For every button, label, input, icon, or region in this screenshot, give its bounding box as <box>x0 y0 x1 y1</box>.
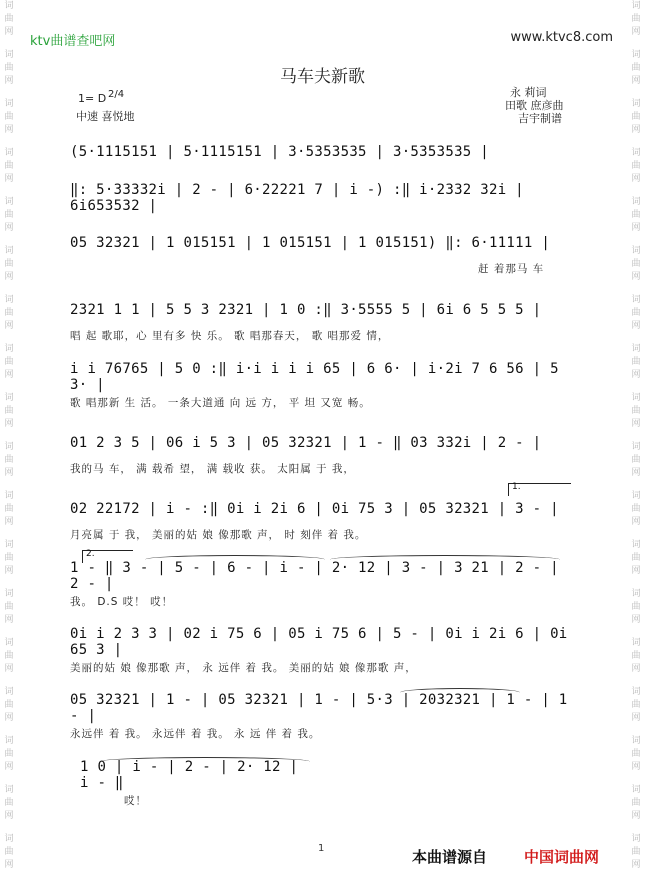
watermark-char: 曲 <box>631 357 641 367</box>
lyric-line: 我。 D.S 哎！ 哎！ <box>70 596 174 608</box>
left-watermark <box>2 0 16 882</box>
watermark-char: 网 <box>631 517 641 527</box>
watermark-char: 曲 <box>631 749 641 759</box>
volta-second-ending <box>82 550 133 563</box>
watermark-char: 网 <box>4 811 14 821</box>
source-site-link[interactable]: 中国词曲网 <box>524 848 600 866</box>
watermark-char: 词 <box>4 442 14 452</box>
score-row <box>80 759 310 807</box>
watermark-char: 词 <box>4 50 14 60</box>
notation-line: (5·1115151 | 5·1115151 | 3·5353535 | 3·5353535 | <box>70 144 489 160</box>
watermark-char: 词 <box>631 442 641 452</box>
site-url-right[interactable]: www.ktvc8.com <box>510 30 613 45</box>
time-signature: 2/4 <box>108 89 125 100</box>
score-row <box>70 433 576 475</box>
watermark-char: 曲 <box>4 749 14 759</box>
watermark-char: 词 <box>4 197 14 207</box>
watermark-char: 网 <box>631 370 641 380</box>
watermark-char: 词 <box>631 491 641 501</box>
watermark-char: 词 <box>4 295 14 305</box>
lyric-line: 歌 唱那新 生 活。 一条大道通 向 远 方， 平 坦 又宽 畅。 <box>70 397 371 409</box>
watermark-char: 词 <box>631 246 641 256</box>
watermark-char: 词 <box>4 687 14 697</box>
watermark-char: 词 <box>631 295 641 305</box>
watermark-char: 曲 <box>631 651 641 661</box>
watermark-char: 词 <box>4 344 14 354</box>
watermark-char: 曲 <box>4 504 14 514</box>
watermark-char: 词 <box>4 638 14 648</box>
score-row <box>70 560 576 608</box>
watermark-char: 曲 <box>4 308 14 318</box>
watermark-char: 曲 <box>631 455 641 465</box>
key-signature: 1= D <box>78 92 107 105</box>
watermark-char: 曲 <box>631 259 641 269</box>
tempo-marking: 中速 喜悦地 <box>76 110 135 123</box>
watermark-char: 词 <box>631 834 641 844</box>
score-row <box>70 182 576 218</box>
song-title: 马车夫新歌 <box>280 67 365 87</box>
watermark-char: 网 <box>631 272 641 282</box>
watermark-char: 词 <box>631 540 641 550</box>
watermark-char: 词 <box>4 785 14 795</box>
watermark-char: 曲 <box>631 161 641 171</box>
right-watermark <box>629 0 643 882</box>
watermark-char: 词 <box>631 99 641 109</box>
watermark-char: 词 <box>4 148 14 158</box>
score-row <box>70 626 576 674</box>
watermark-char: 网 <box>631 468 641 478</box>
watermark-char: 曲 <box>4 651 14 661</box>
watermark-char: 曲 <box>4 14 14 24</box>
phrase-slur <box>145 555 325 564</box>
volta-first-label: 1. <box>512 482 521 492</box>
watermark-char: 曲 <box>4 602 14 612</box>
watermark-char: 网 <box>631 664 641 674</box>
watermark-char: 词 <box>4 246 14 256</box>
phrase-slur <box>100 757 310 766</box>
score-row <box>70 300 576 342</box>
watermark-char: 词 <box>631 736 641 746</box>
notation-line: 2321 1 1 | 5 5 3 2321 | 1 0 :‖ 3·5555 5 | 6i 6 5 5 5 | <box>70 302 542 318</box>
notation-line: 1 0 | i - | 2 - | 2· 12 | i - ‖ <box>80 759 299 791</box>
watermark-char: 网 <box>631 223 641 233</box>
watermark-char: 曲 <box>631 308 641 318</box>
watermark-char: 网 <box>4 517 14 527</box>
notation-line: 05 32321 | 1 - | 05 32321 | 1 - | 5·3 | 2032321 | 1 - | 1 - | <box>70 692 568 724</box>
lyric-line: 唱 起 歌耶，心 里有多 快 乐。 歌 唱那春天， 歌 唱那爱 情， <box>70 330 390 342</box>
watermark-char: 词 <box>631 148 641 158</box>
watermark-char: 曲 <box>631 210 641 220</box>
watermark-char: 曲 <box>4 553 14 563</box>
notation-line: 02 22172 | i - :‖ 0i i 2i 6 | 0i 75 3 | 05 32321 | 3 - | <box>70 501 559 517</box>
watermark-char: 网 <box>4 713 14 723</box>
watermark-char: 网 <box>631 419 641 429</box>
volta-second-label: 2. <box>86 549 95 559</box>
watermark-char: 网 <box>631 713 641 723</box>
watermark-char: 网 <box>631 615 641 625</box>
watermark-char: 曲 <box>4 700 14 710</box>
notation-line: 05 32321 | 1 015151 | 1 015151 | 1 015151) ‖: 6·11111 | <box>70 235 551 251</box>
watermark-char: 网 <box>631 566 641 576</box>
volta-first-ending <box>508 483 571 496</box>
lyric-line: 美丽的姑 娘 像那歌 声， 永 远伴 着 我。 美丽的姑 娘 像那歌 声， <box>70 662 417 674</box>
phrase-slur <box>330 555 560 564</box>
notation-line: i i 76765 | 5 0 :‖ i·i i i i 65 | 6 6· | i·2i 7 6 56 | 5 3· | <box>70 361 559 393</box>
watermark-char: 网 <box>4 615 14 625</box>
score-row <box>70 499 576 541</box>
watermark-char: 网 <box>631 321 641 331</box>
lyric-line: 永远伴 着 我。 永远伴 着 我。 永 远 伴 着 我。 <box>70 728 321 740</box>
watermark-char: 网 <box>4 419 14 429</box>
score-row <box>70 233 576 275</box>
lyricist-credit: 永 莉词 <box>510 86 547 99</box>
watermark-char: 词 <box>4 491 14 501</box>
watermark-char: 网 <box>4 223 14 233</box>
watermark-char: 词 <box>631 589 641 599</box>
lyric-line: 我的马 车， 满 载希 望， 满 载收 获。 太阳属 于 我， <box>70 463 355 475</box>
watermark-char: 网 <box>631 174 641 184</box>
watermark-char: 曲 <box>631 602 641 612</box>
watermark-char: 曲 <box>631 798 641 808</box>
phrase-slur <box>400 688 520 697</box>
watermark-char: 词 <box>4 736 14 746</box>
watermark-char: 曲 <box>631 63 641 73</box>
watermark-char: 网 <box>4 125 14 135</box>
watermark-char: 曲 <box>4 798 14 808</box>
lyric-line: 哎！ <box>124 795 147 807</box>
watermark-char: 曲 <box>4 357 14 367</box>
watermark-char: 曲 <box>4 112 14 122</box>
watermark-char: 曲 <box>4 210 14 220</box>
watermark-char: 网 <box>4 76 14 86</box>
watermark-char: 曲 <box>631 112 641 122</box>
watermark-char: 曲 <box>4 259 14 269</box>
watermark-char: 网 <box>4 762 14 772</box>
watermark-char: 网 <box>4 370 14 380</box>
watermark-char: 曲 <box>631 406 641 416</box>
watermark-char: 网 <box>631 76 641 86</box>
watermark-char: 词 <box>631 344 641 354</box>
watermark-char: 词 <box>631 50 641 60</box>
watermark-char: 网 <box>4 174 14 184</box>
watermark-char: 网 <box>4 468 14 478</box>
watermark-char: 曲 <box>631 553 641 563</box>
score-row <box>70 361 576 409</box>
watermark-char: 网 <box>631 27 641 37</box>
watermark-char: 词 <box>4 99 14 109</box>
watermark-char: 词 <box>4 540 14 550</box>
page-number: 1 <box>318 843 325 854</box>
source-label: 本曲谱源自 <box>412 848 488 866</box>
watermark-char: 网 <box>631 762 641 772</box>
watermark-char: 网 <box>4 860 14 870</box>
watermark-char: 词 <box>4 589 14 599</box>
watermark-char: 曲 <box>4 847 14 857</box>
notation-line: 1 - ‖ 3 - | 5 - | 6 - | i - | 2· 12 | 3 - | 3 21 | 2 - | 2 - | <box>70 560 559 592</box>
watermark-char: 网 <box>631 811 641 821</box>
watermark-char: 词 <box>631 1 641 11</box>
site-name-left[interactable]: ktv曲谱查吧网 <box>30 34 116 49</box>
watermark-char: 网 <box>4 664 14 674</box>
watermark-char: 网 <box>4 27 14 37</box>
watermark-char: 曲 <box>4 161 14 171</box>
watermark-char: 网 <box>4 272 14 282</box>
lyric-line: 月亮属 于 我， 美丽的姑 娘 像那歌 声， 时 刻伴 着 我。 <box>70 529 367 541</box>
notation-line: 01 2 3 5 | 06 i 5 3 | 05 32321 | 1 - ‖ 03 332i | 2 - | <box>70 435 542 451</box>
score-row <box>70 692 576 740</box>
notation-line: 0i i 2 3 3 | 02 i 75 6 | 05 i 75 6 | 5 - | 0i i 2i 6 | 0i 65 3 | <box>70 626 568 658</box>
watermark-char: 词 <box>631 197 641 207</box>
engraver-credit: 吉宇制谱 <box>518 112 562 125</box>
watermark-char: 网 <box>631 125 641 135</box>
watermark-char: 网 <box>4 566 14 576</box>
lyric-line: 赶 着那马 车 <box>478 263 545 275</box>
watermark-char: 词 <box>4 834 14 844</box>
composer-credit: 田歌 庶彦曲 <box>505 99 564 112</box>
watermark-char: 曲 <box>4 406 14 416</box>
watermark-char: 曲 <box>631 700 641 710</box>
watermark-char: 曲 <box>631 847 641 857</box>
notation-line: ‖: 5·33332i | 2 - | 6·22221 7 | i -) :‖ i·2332 32i | 6i653532 | <box>70 182 524 214</box>
watermark-char: 词 <box>631 785 641 795</box>
watermark-char: 词 <box>631 638 641 648</box>
watermark-char: 词 <box>4 1 14 11</box>
watermark-char: 网 <box>631 860 641 870</box>
watermark-char: 曲 <box>4 63 14 73</box>
watermark-char: 词 <box>4 393 14 403</box>
watermark-char: 曲 <box>631 14 641 24</box>
score-row <box>70 142 576 172</box>
watermark-char: 曲 <box>4 455 14 465</box>
watermark-char: 网 <box>4 321 14 331</box>
watermark-char: 曲 <box>631 504 641 514</box>
watermark-char: 词 <box>631 687 641 697</box>
watermark-char: 词 <box>631 393 641 403</box>
